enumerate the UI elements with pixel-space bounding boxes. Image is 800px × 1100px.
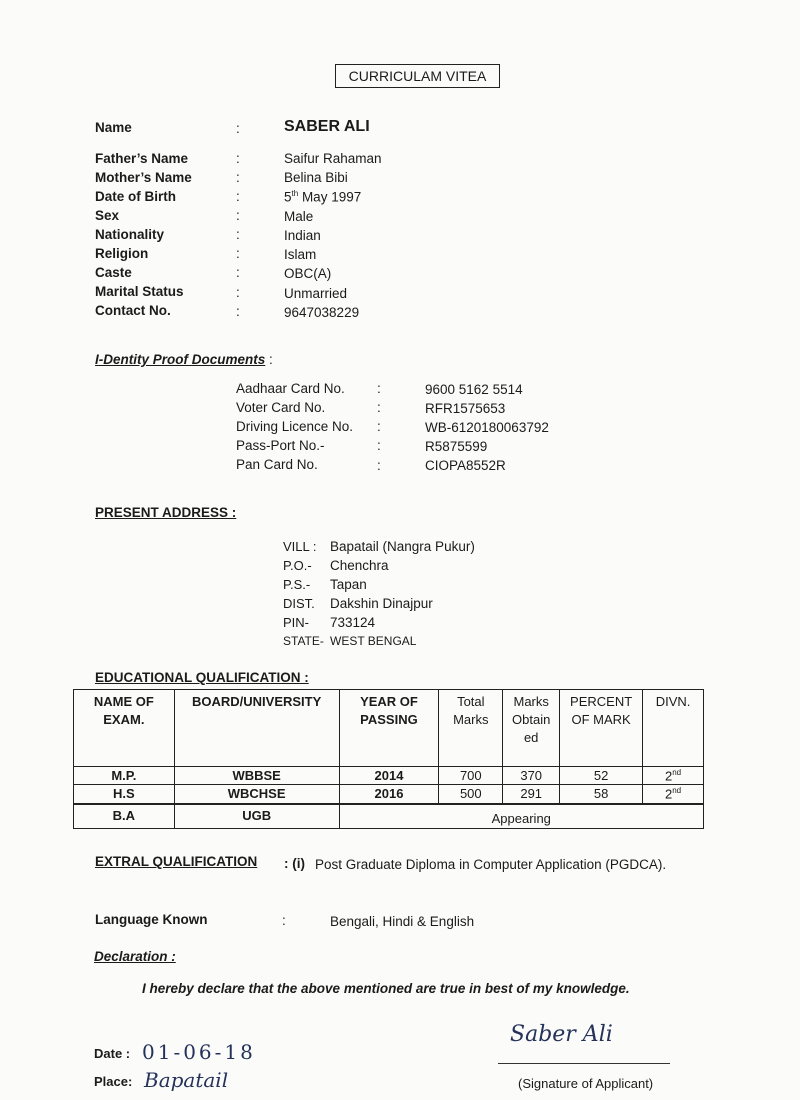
col-divn: DIVN. (643, 690, 704, 767)
declaration-text: I hereby declare that the above mentioned are true in best of my knowledge. (142, 981, 630, 996)
table-row (74, 804, 704, 829)
nationality-value: Indian (284, 228, 321, 243)
marital-value: Unmarried (284, 286, 348, 301)
aadhaar-value: 9600 5162 5514 (425, 382, 523, 397)
pan-label: Pan Card No. (236, 457, 318, 472)
signature-line (498, 1063, 670, 1064)
cell-obtained: 291 (503, 785, 560, 804)
date-value: 01-06-18 (142, 1040, 256, 1064)
caste-label: Caste (95, 265, 132, 280)
address-ps-label: P.S.- (283, 577, 311, 592)
address-state-value: WEST BENGAL (330, 634, 417, 648)
cell-board: WBCHSE (174, 785, 339, 804)
aadhaar-label: Aadhaar Card No. (236, 381, 345, 396)
marital-label: Marital Status (95, 284, 184, 299)
name-value: SABER ALI (284, 118, 370, 135)
address-po-label: P.O.- (283, 558, 312, 573)
table-row (74, 767, 704, 785)
passport-colon: : (377, 438, 381, 453)
col-board: BOARD/UNIVERSITY (174, 690, 339, 767)
contact-label: Contact No. (95, 303, 171, 318)
voter-colon: : (377, 400, 381, 415)
dob-colon: : (236, 189, 240, 204)
cell-obtained: 370 (503, 767, 560, 785)
dob-day: 5 (284, 189, 292, 205)
licence-label: Driving Licence No. (236, 419, 354, 434)
religion-label: Religion (95, 246, 149, 261)
voter-label: Voter Card No. (236, 400, 326, 415)
dob-value (284, 189, 361, 205)
passport-label: Pass-Port No.- (236, 438, 325, 453)
extra-value: Post Graduate Diploma in Computer Application (PGDCA). (315, 857, 667, 872)
pan-value: CIOPA8552R (425, 458, 506, 473)
dob-suffix: th (291, 189, 299, 198)
licence-value: WB-6120180063792 (425, 420, 549, 435)
col-total: Total Marks (439, 690, 503, 767)
sex-value: Male (284, 209, 314, 224)
mother-colon: : (236, 170, 240, 185)
pan-colon: : (377, 458, 381, 473)
place-label: Place: (94, 1074, 133, 1089)
language-value: Bengali, Hindi & English (330, 914, 475, 929)
language-label: Language Known (95, 912, 208, 927)
col-exam: NAME OF EXAM. (74, 690, 175, 767)
cell-exam: B.A (74, 804, 175, 829)
name-colon: : (236, 121, 240, 136)
cell-percent: 58 (560, 785, 643, 804)
address-dist-value: Dakshin Dinajpur (330, 596, 433, 611)
cell-year: 2014 (339, 767, 439, 785)
cell-exam: M.P. (74, 767, 175, 785)
voter-value: RFR1575653 (425, 401, 506, 416)
mother-label: Mother’s Name (95, 170, 192, 185)
divn-value: 2 (664, 768, 673, 784)
religion-colon: : (236, 246, 240, 261)
nationality-label: Nationality (95, 227, 165, 242)
cell-percent: 52 (560, 767, 643, 785)
address-vill-value: Bapatail (Nangra Pukur) (330, 539, 475, 554)
cell-board: WBBSE (174, 767, 339, 785)
col-obtained: Marks Obtain ed (503, 690, 560, 767)
identity-heading-text: I-Dentity Proof Documents (95, 352, 266, 367)
extra-heading: EXTRAL QUALIFICATION (95, 854, 258, 869)
divn-value: 2 (664, 786, 673, 802)
signature: Saber Ali (510, 1022, 613, 1047)
aadhaar-colon: : (377, 381, 381, 396)
address-vill-label: VILL : (283, 539, 317, 554)
education-table (73, 689, 704, 829)
date-label: Date : (94, 1046, 131, 1061)
signature-caption: (Signature of Applicant) (518, 1076, 654, 1091)
cell-exam: H.S (74, 785, 175, 804)
contact-colon: : (236, 304, 240, 319)
religion-value: Islam (284, 247, 317, 262)
cell-year: 2016 (339, 785, 439, 804)
address-state-label: STATE- (283, 634, 324, 648)
father-colon: : (236, 151, 240, 166)
place-value: Bapatail (144, 1068, 229, 1092)
contact-value: 9647038229 (284, 305, 360, 320)
marital-colon: : (236, 285, 240, 300)
father-label: Father’s Name (95, 151, 189, 166)
col-year: YEAR OF PASSING (339, 690, 439, 767)
col-percent: PERCENT OF MARK (560, 690, 643, 767)
address-heading: PRESENT ADDRESS : (95, 505, 237, 520)
language-colon: : (282, 913, 286, 928)
address-po-value: Chenchra (330, 558, 389, 573)
mother-value: Belina Bibi (284, 170, 348, 185)
identity-heading (95, 352, 273, 367)
caste-colon: : (236, 265, 240, 280)
education-header-row (74, 690, 704, 767)
cell-divn (643, 767, 704, 785)
name-label: Name (95, 120, 132, 135)
identity-heading-suffix: : (265, 352, 273, 367)
licence-colon: : (377, 419, 381, 434)
sex-label: Sex (95, 208, 120, 223)
cell-divn (643, 785, 704, 804)
address-ps-value: Tapan (330, 577, 367, 592)
education-heading: EDUCATIONAL QUALIFICATION : (95, 670, 309, 685)
divn-suffix: nd (672, 786, 682, 796)
table-row (74, 785, 704, 804)
document-title: CURRICULAM VITEA (335, 64, 500, 88)
sex-colon: : (236, 208, 240, 223)
dob-rest: May 1997 (298, 189, 362, 205)
cell-total: 500 (439, 785, 503, 804)
divn-suffix: nd (672, 768, 682, 777)
address-dist-label: DIST. (283, 596, 315, 611)
passport-value: R5875599 (425, 439, 488, 454)
father-value: Saifur Rahaman (284, 151, 382, 166)
cell-status: Appearing (339, 804, 703, 829)
nationality-colon: : (236, 227, 240, 242)
declaration-heading: Declaration : (94, 949, 176, 964)
dob-label: Date of Birth (95, 189, 176, 204)
address-pin-label: PIN- (283, 615, 309, 630)
caste-value: OBC(A) (284, 266, 332, 281)
address-pin-value: 733124 (330, 615, 376, 630)
cell-total: 700 (439, 767, 503, 785)
extra-prefix: : (i) (284, 856, 305, 871)
cell-board: UGB (174, 804, 339, 829)
